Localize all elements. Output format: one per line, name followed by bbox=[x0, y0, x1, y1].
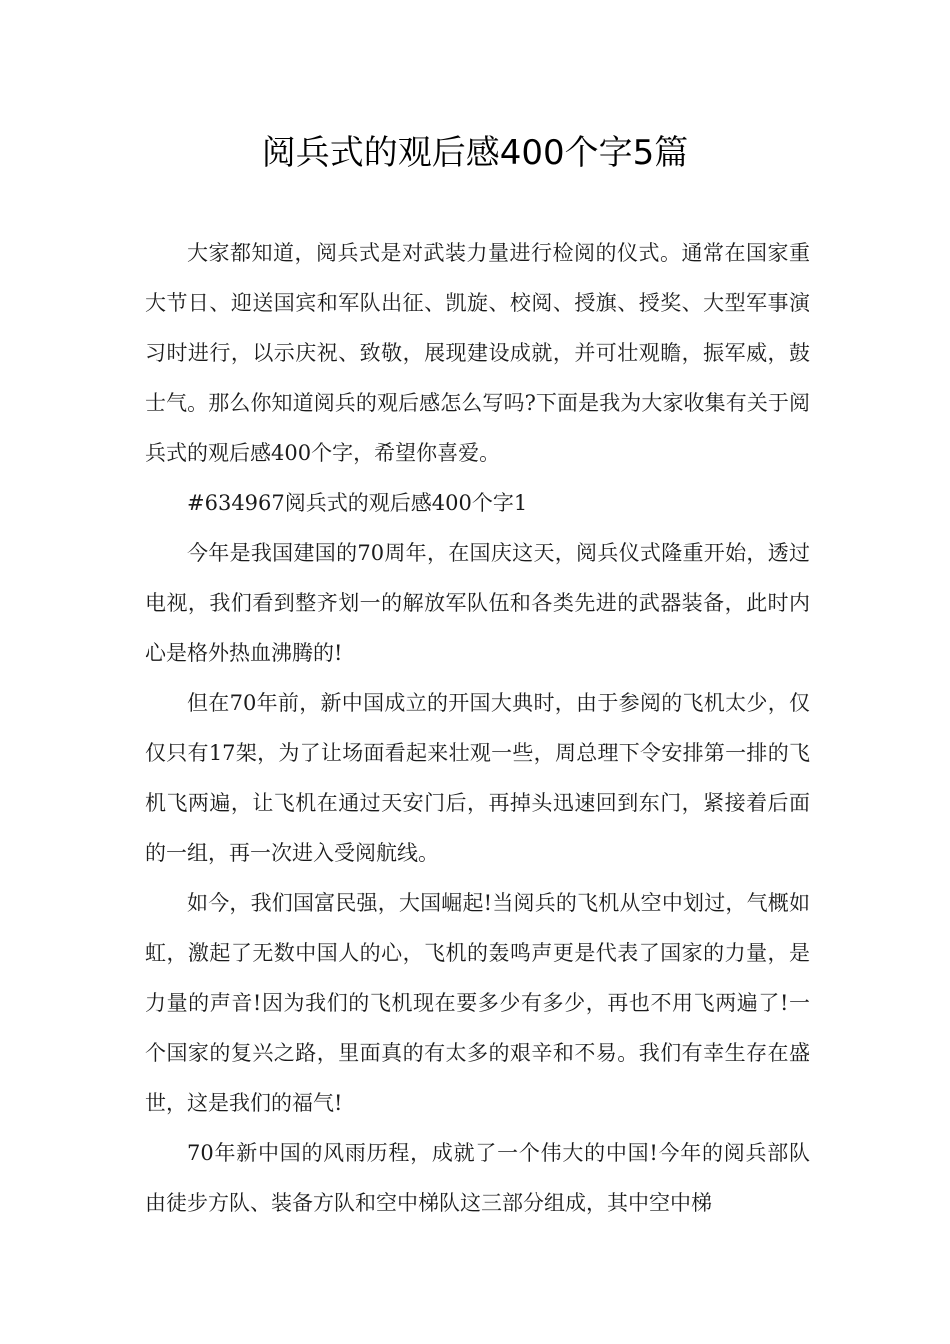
paragraph-3: 如今，我们国富民强，大国崛起!当阅兵的飞机从空中划过，气概如虹，激起了无数中国人的心，飞机的轰鸣声更是代表了国家的力量，是力量的声音!因为我们的飞机现在要多少有多少，再也不用飞两遍了!一个国家的复兴之路，里面真的有太多的艰辛和不易。我们有幸生存在盛世，这是我们的福气! bbox=[145, 891, 810, 1115]
document-body bbox=[145, 228, 810, 1228]
paragraph-intro: 大家都知道，阅兵式是对武装力量进行检阅的仪式。通常在国家重大节日、迎送国宾和军队出征、凯旋、校阅、授旗、授奖、大型军事演习时进行，以示庆祝、致敬，展现建设成就，并可壮观瞻，振军威，鼓士气。那么你知道阅兵的观后感怎么写吗?下面是我为大家收集有关于阅兵式的观后感400个字，希望你喜爱。 bbox=[145, 241, 810, 465]
paragraph-4: 70年新中国的风雨历程，成就了一个伟大的中国!今年的阅兵部队由徒步方队、装备方队和空中梯队这三部分组成，其中空中梯 bbox=[145, 1141, 810, 1215]
section-heading-1: #634967阅兵式的观后感400个字1 bbox=[187, 491, 528, 515]
paragraph-1: 今年是我国建国的70周年，在国庆这天，阅兵仪式隆重开始，透过电视，我们看到整齐划一的解放军队伍和各类先进的武器装备，此时内心是格外热血沸腾的! bbox=[145, 541, 810, 665]
document-title: 阅兵式的观后感400个字5篇 bbox=[261, 133, 689, 173]
paragraph-2: 但在70年前，新中国成立的开国大典时，由于参阅的飞机太少，仅仅只有17架，为了让场面看起来壮观一些，周总理下令安排第一排的飞机飞两遍，让飞机在通过天安门后，再掉头迅速回到东门，紧接着后面的一组，再一次进入受阅航线。 bbox=[145, 691, 810, 865]
